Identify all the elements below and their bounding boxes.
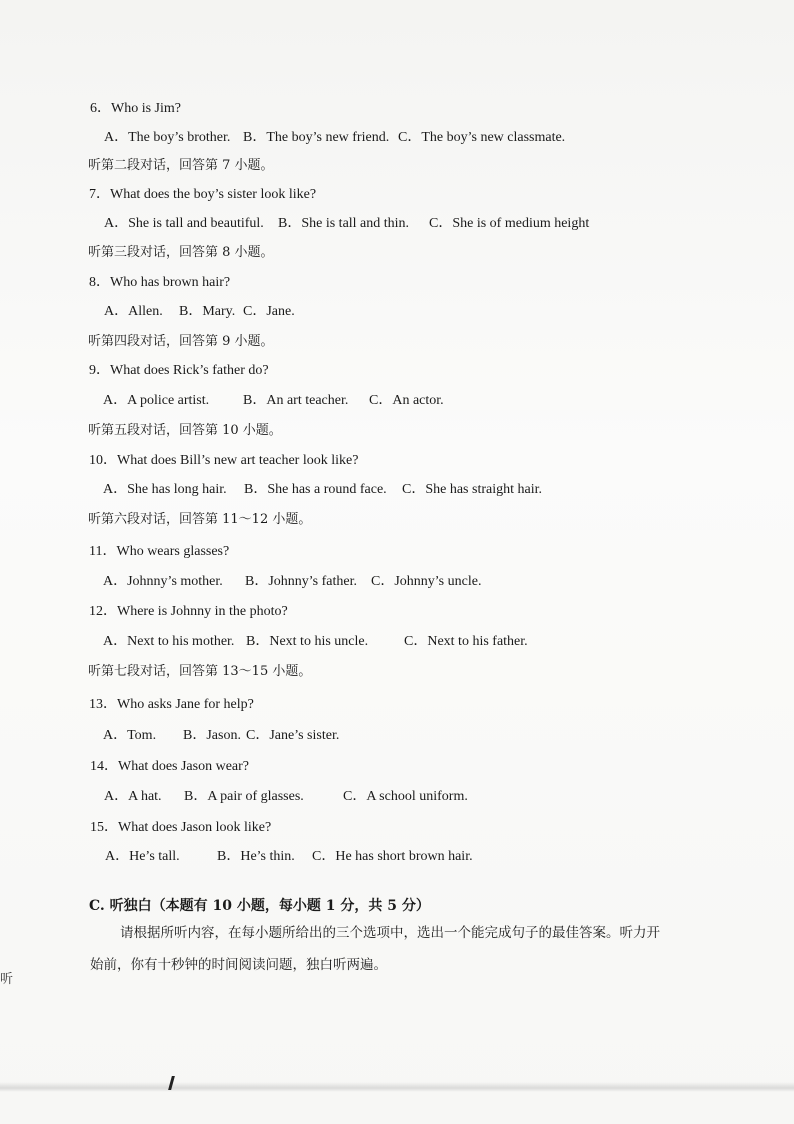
question-6-options (104, 129, 704, 147)
question-10: 10．What does Bill’s new art teacher look like? (89, 453, 359, 468)
option-c: C．The boy’s new classmate. (398, 130, 566, 145)
instruction-dialogue-6: 听第六段对话，回答第 11～12 小题。 (88, 512, 312, 527)
question-10-options (103, 481, 603, 499)
option-a: A．Allen. (104, 304, 163, 319)
option-c: C．He has short brown hair. (312, 849, 473, 864)
section-c-title: C. 听独白（本题有 10 小题，每小题 1 分，共 5 分） (89, 898, 430, 914)
option-b: B．Next to his uncle. (246, 634, 369, 649)
question-11: 11．Who wears glasses? (89, 544, 230, 559)
option-a: A．Johnny’s mother. (103, 574, 223, 589)
option-a: A．He’s tall. (105, 849, 180, 864)
option-a: A．Tom. (103, 728, 157, 743)
question-8: 8．Who has brown hair? (89, 275, 231, 290)
instruction-dialogue-4: 听第四段对话，回答第 9 小题。 (88, 334, 274, 349)
question-9: 9．What does Rick’s father do? (89, 363, 269, 378)
margin-character: 听 (0, 972, 14, 987)
option-b: B．He’s thin. (217, 849, 295, 864)
option-c: C．Johnny’s uncle. (371, 574, 482, 589)
question-12-options (103, 633, 603, 651)
option-b: B．Johnny’s father. (245, 574, 357, 589)
question-13: 13．Who asks Jane for help? (89, 697, 254, 712)
option-a: A．She is tall and beautiful. (104, 216, 264, 231)
option-b: B．The boy’s new friend. (243, 130, 390, 145)
instruction-dialogue-3: 听第三段对话，回答第 8 小题。 (88, 245, 274, 260)
option-b: B．An art teacher. (243, 393, 349, 408)
option-a: A．The boy’s brother. (104, 130, 231, 145)
option-c: C．She has straight hair. (402, 482, 542, 497)
option-b: B．Mary. (179, 304, 236, 319)
option-c: C．An actor. (369, 393, 444, 408)
question-15: 15．What does Jason look like? (90, 820, 272, 835)
question-7-options (104, 215, 704, 233)
option-b: B．Jason. (183, 728, 241, 743)
question-13-options (103, 727, 503, 745)
option-a: A．A hat. (104, 789, 162, 804)
question-14-options (104, 788, 604, 806)
option-c: C．Next to his father. (404, 634, 528, 649)
question-9-options (103, 392, 503, 410)
instruction-dialogue-5: 听第五段对话，回答第 10 小题。 (88, 423, 282, 438)
option-b: B．She is tall and thin. (278, 216, 410, 231)
option-a: A．She has long hair. (103, 482, 227, 497)
option-b: B．She has a round face. (244, 482, 387, 497)
question-11-options (103, 573, 553, 591)
option-c: C．Jane’s sister. (246, 728, 340, 743)
instruction-dialogue-2: 听第二段对话，回答第 7 小题。 (88, 158, 274, 173)
option-c: C．She is of medium height (429, 216, 590, 231)
question-14: 14．What does Jason wear? (90, 759, 250, 774)
section-c-instructions-line-1: 请根据所听内容，在每小题所给出的三个选项中，选出一个能完成句子的最佳答案。听力开 (120, 925, 660, 941)
option-c: C．Jane. (243, 304, 295, 319)
question-15-options (105, 848, 605, 866)
question-12: 12．Where is Johnny in the photo? (89, 604, 288, 619)
option-c: C．A school uniform. (343, 789, 468, 804)
option-b: B．A pair of glasses. (184, 789, 304, 804)
question-6: 6．Who is Jim? (90, 101, 181, 116)
question-7: 7．What does the boy’s sister look like? (89, 187, 317, 202)
option-a: A．A police artist. (103, 393, 210, 408)
option-a: A．Next to his mother. (103, 634, 235, 649)
page-edge-shadow (0, 1082, 794, 1092)
question-8-options (104, 303, 404, 321)
section-c-instructions-line-2: 始前，你有十秒钟的时间阅读问题，独白听两遍。 (90, 957, 387, 973)
instruction-dialogue-7: 听第七段对话，回答第 13～15 小题。 (88, 664, 312, 679)
